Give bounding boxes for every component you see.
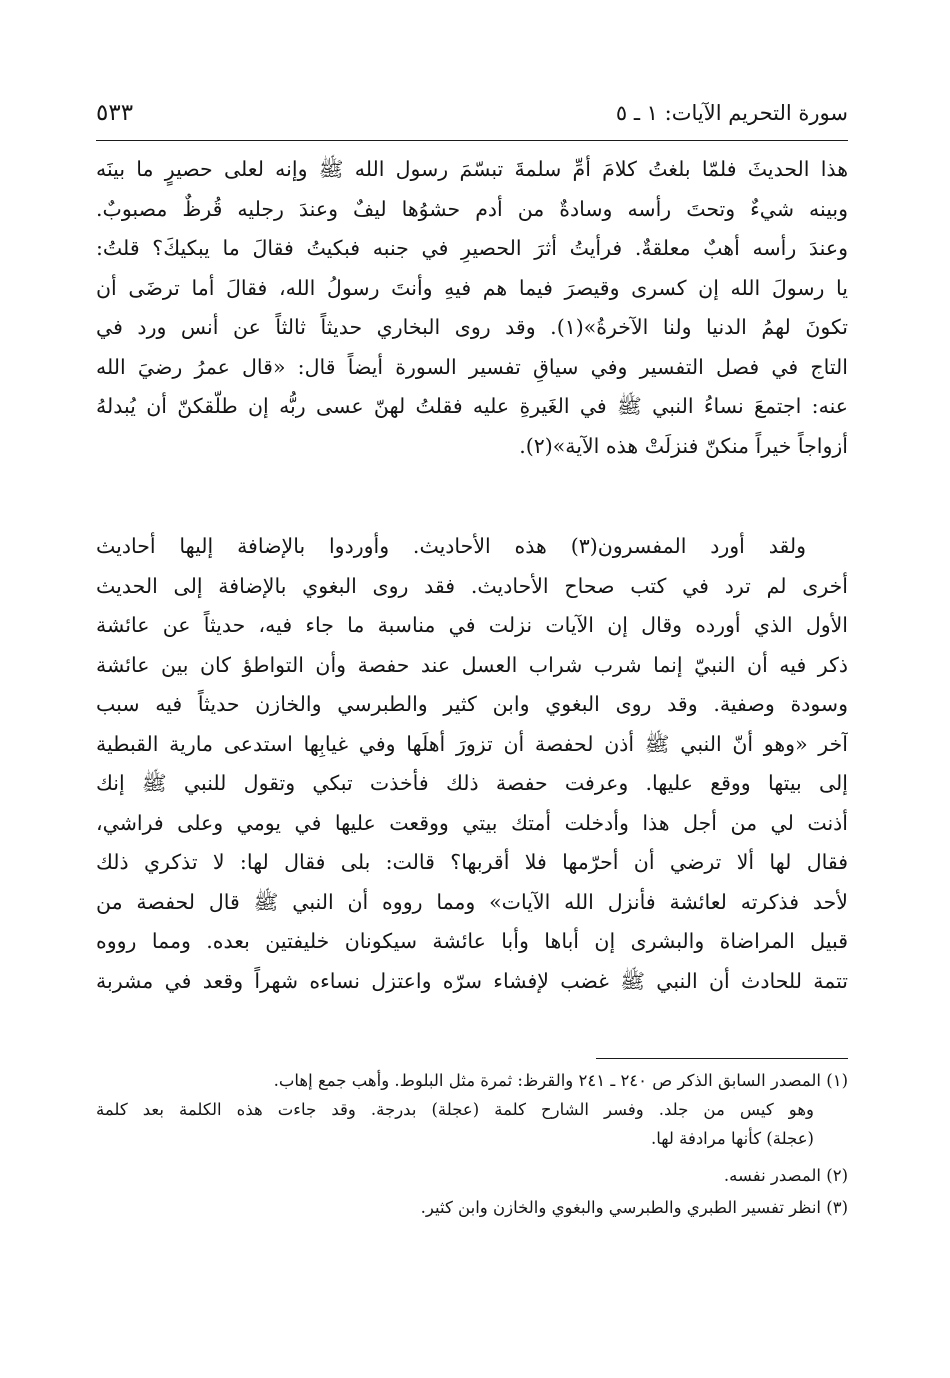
footnote-1-continuation: (عجلة) كأنها مرادفة لها. (650, 1129, 814, 1148)
text-line: لأحد فذكرته لعائشة فأنزل الله الآيات» ومما رووه أن النبي ﷺ قال لحفصة من (96, 889, 848, 914)
text-line: تكونَ لهمُ الدنيا ولنا الآخرةُ»(١). وقد روى البخاري حديثاً ثالثاً عن أنس ورد في (96, 315, 848, 339)
text-line: قبيل المراضاة والبشرى إن أباها وأبا عائشة سيكونان خليفتين بعده. ومما رووه (96, 929, 848, 953)
text-line: آخر «وهو أنّ النبي ﷺ أذن لحفصة أن تزورَ أهلَها وفي غيابِها استدعى مارية القبطية (96, 731, 848, 756)
text-line: ولقد أورد المفسرون(٣) هذه الأحاديث. وأوردوا بالإضافة إليها أحاديث (96, 534, 806, 558)
footnote-1-continuation: وهو كيس من جلد. وفسر الشارح كلمة (عجلة) بدرجة. وقد جاءت هذه الكلمة بعد كلمة (96, 1100, 814, 1119)
text-line: ذكر فيه أن النبيّ إنما شرب شراب العسل عند حفصة وأن التواطؤ كان بين عائشة (96, 652, 848, 677)
text-line: عنه: اجتمعَ نساءُ النبي ﷺ في الغَيرةِ عليه فقلتُ لهنّ عسى ربُّه إن طلّقكنّ أن يُبدلهُ (96, 394, 848, 418)
paragraph-2 (96, 527, 848, 1001)
text-line: وسودة وصفية. وقد روى البغوي وابن كثير والطبرسي والخازن حديثاً فيه سبب (96, 692, 848, 716)
footnote-3: (٣) انظر تفسير الطبري والطبرسي والبغوي والخازن وابن كثير. (420, 1198, 848, 1217)
text-line: الأول الذي أورده وقال إن الآيات نزلت في مناسبة ما جاء فيه، حديثاً عن عائشة (96, 613, 848, 637)
text-line: تتمة للحادث أن النبي ﷺ غضب لإفشاء سرّه واعتزل نساءه شهراً وقعد في مشربة (96, 968, 848, 993)
footnote-2: (٢) المصدر نفسه. (723, 1166, 848, 1185)
page-number: ٥٣٣ (96, 100, 134, 126)
text-line: وعندَ رأسه أهبٌ معلقةٌ. فرأيتُ أثرَ الحصيرِ في جنبه فبكيتُ فقالَ ما يبكيكَ؟ قلتُ: (96, 236, 848, 260)
page-header (96, 98, 848, 132)
text-line: هذا الحديثَ فلمّا بلغتُ كلامَ أمِّ سلمةَ تبسّمَ رسول الله ﷺ وإنه لعلى حصيرٍ ما بينَه (96, 157, 848, 181)
text-line: أخرى لم ترد في كتب صحاح الأحاديث. فقد روى البغوي بالإضافة إلى الحديث (96, 573, 848, 598)
text-line: إلى بيتها ووقع عليها. وعرفت حفصة ذلك فأخذت تبكي وتقول للنبي ﷺ إنك (96, 771, 848, 795)
header-rule (96, 140, 848, 141)
text-line: أزواجاً خيراً منكنّ فنزلَتْ هذه الآية»(٢). (519, 433, 848, 458)
footnote-1: (١) المصدر السابق الذكر ص ٢٤٠ ـ ٢٤١ والقرظ: ثمرة مثل البلوط. وأهب جمع إهاب. (273, 1071, 848, 1090)
text-line: وبينه شيءٌ وتحتَ رأسه وسادةٌ من أدم حشوُها ليفٌ وعندَ رجليه قُرظٌ مصبوبٌ. (96, 196, 848, 221)
text-line: فقال لها ألا ترضي أن أحرّمها فلا أقربها؟ قالت: بلى فقال لها: لا تذكري ذلك (96, 850, 848, 874)
text-line: أذنت لي من أجل هذا وأدخلت أمتك بيتي ووقعت عليها في يومي وعلى فراشي، (96, 810, 848, 835)
footnotes (96, 1066, 848, 1222)
footnote-separator (596, 1058, 848, 1059)
text-line: التاج في فصل التفسير وفي سياقِ تفسير السورة أيضاً قال: «قال عمرُ رضيَ الله (96, 354, 848, 379)
paragraph-1 (96, 150, 848, 466)
text-line: يا رسولَ الله إن كسرى وقيصرَ فيما هم فيهِ وأنتَ رسولُ الله، فقالَ أما ترضَى أن (96, 275, 848, 300)
running-title: سورة التحريم الآيات: ١ ـ ٥ (615, 101, 848, 125)
